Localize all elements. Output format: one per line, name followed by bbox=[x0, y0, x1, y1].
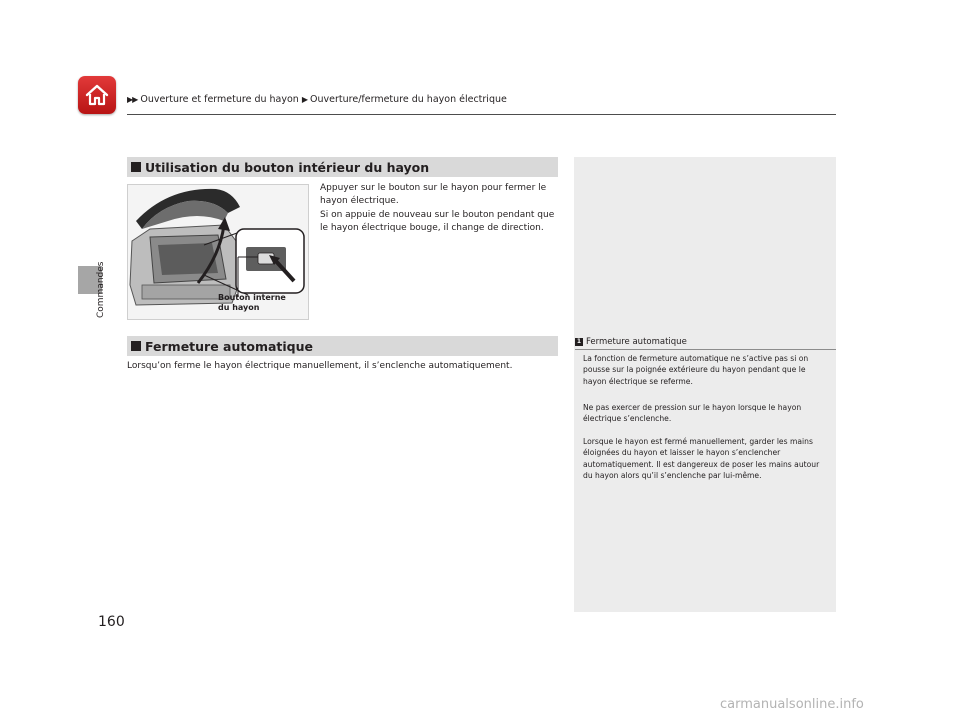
figure-label-line2: du hayon bbox=[218, 303, 260, 312]
tailgate-figure bbox=[127, 184, 309, 320]
watermark: carmanualsonline.info bbox=[720, 697, 864, 712]
page-number: 160 bbox=[98, 614, 125, 630]
triangle-right-icon: ▶ bbox=[301, 95, 308, 104]
sidebar-title-text: Fermeture automatique bbox=[586, 337, 687, 347]
figure-label-line1: Bouton interne bbox=[218, 293, 286, 302]
home-button[interactable] bbox=[78, 76, 116, 114]
section-title: Utilisation du bouton intérieur du hayon bbox=[145, 159, 430, 175]
section-paragraph: Lorsqu’on ferme le hayon électrique manuellement, il s’enclenche automatiquement. bbox=[127, 361, 513, 371]
paragraph-line: Si on appuie de nouveau sur le bouton pendant que le hayon électrique bouge, il change de direction. bbox=[320, 209, 555, 233]
section-tab-label: Commandes bbox=[96, 261, 106, 318]
double-triangle-right-icon: ▶▶ bbox=[127, 95, 138, 104]
breadcrumb-item[interactable]: Ouverture et fermeture du hayon bbox=[140, 94, 299, 105]
section-paragraph bbox=[320, 182, 560, 235]
section-heading bbox=[127, 157, 558, 177]
header-divider bbox=[127, 114, 836, 115]
sidebar-paragraph: Ne pas exercer de pression sur le hayon lorsque le hayon électrique s’enclenche. bbox=[583, 403, 802, 424]
sidebar-divider bbox=[575, 349, 836, 350]
breadcrumb bbox=[127, 94, 507, 105]
paragraph-line: Appuyer sur le bouton sur le hayon pour fermer le hayon électrique. bbox=[320, 183, 547, 207]
sidebar-title bbox=[575, 337, 687, 347]
note-marker-icon: 1 bbox=[576, 338, 582, 345]
breadcrumb-item[interactable]: Ouverture/fermeture du hayon électrique bbox=[310, 94, 507, 105]
sidebar-paragraph: La fonction de fermeture automatique ne s’active pas si on pousse sur la poignée extérieure du hayon pendant que le hayon électrique se referme. bbox=[583, 354, 809, 386]
square-bullet-icon bbox=[131, 162, 141, 172]
section-heading bbox=[127, 336, 558, 356]
figure-callout bbox=[218, 293, 286, 313]
square-bullet-icon bbox=[131, 341, 141, 351]
home-icon bbox=[84, 83, 110, 107]
section-title: Fermeture automatique bbox=[145, 338, 313, 354]
sidebar-paragraph: Lorsque le hayon est fermé manuellement, garder les mains éloignées du hayon et laisser le hayon s’enclencher automatiquement. Il est dangereux de poser les mains autour du hayon alors qu’il s’enclenche par lui-même. bbox=[583, 437, 820, 481]
